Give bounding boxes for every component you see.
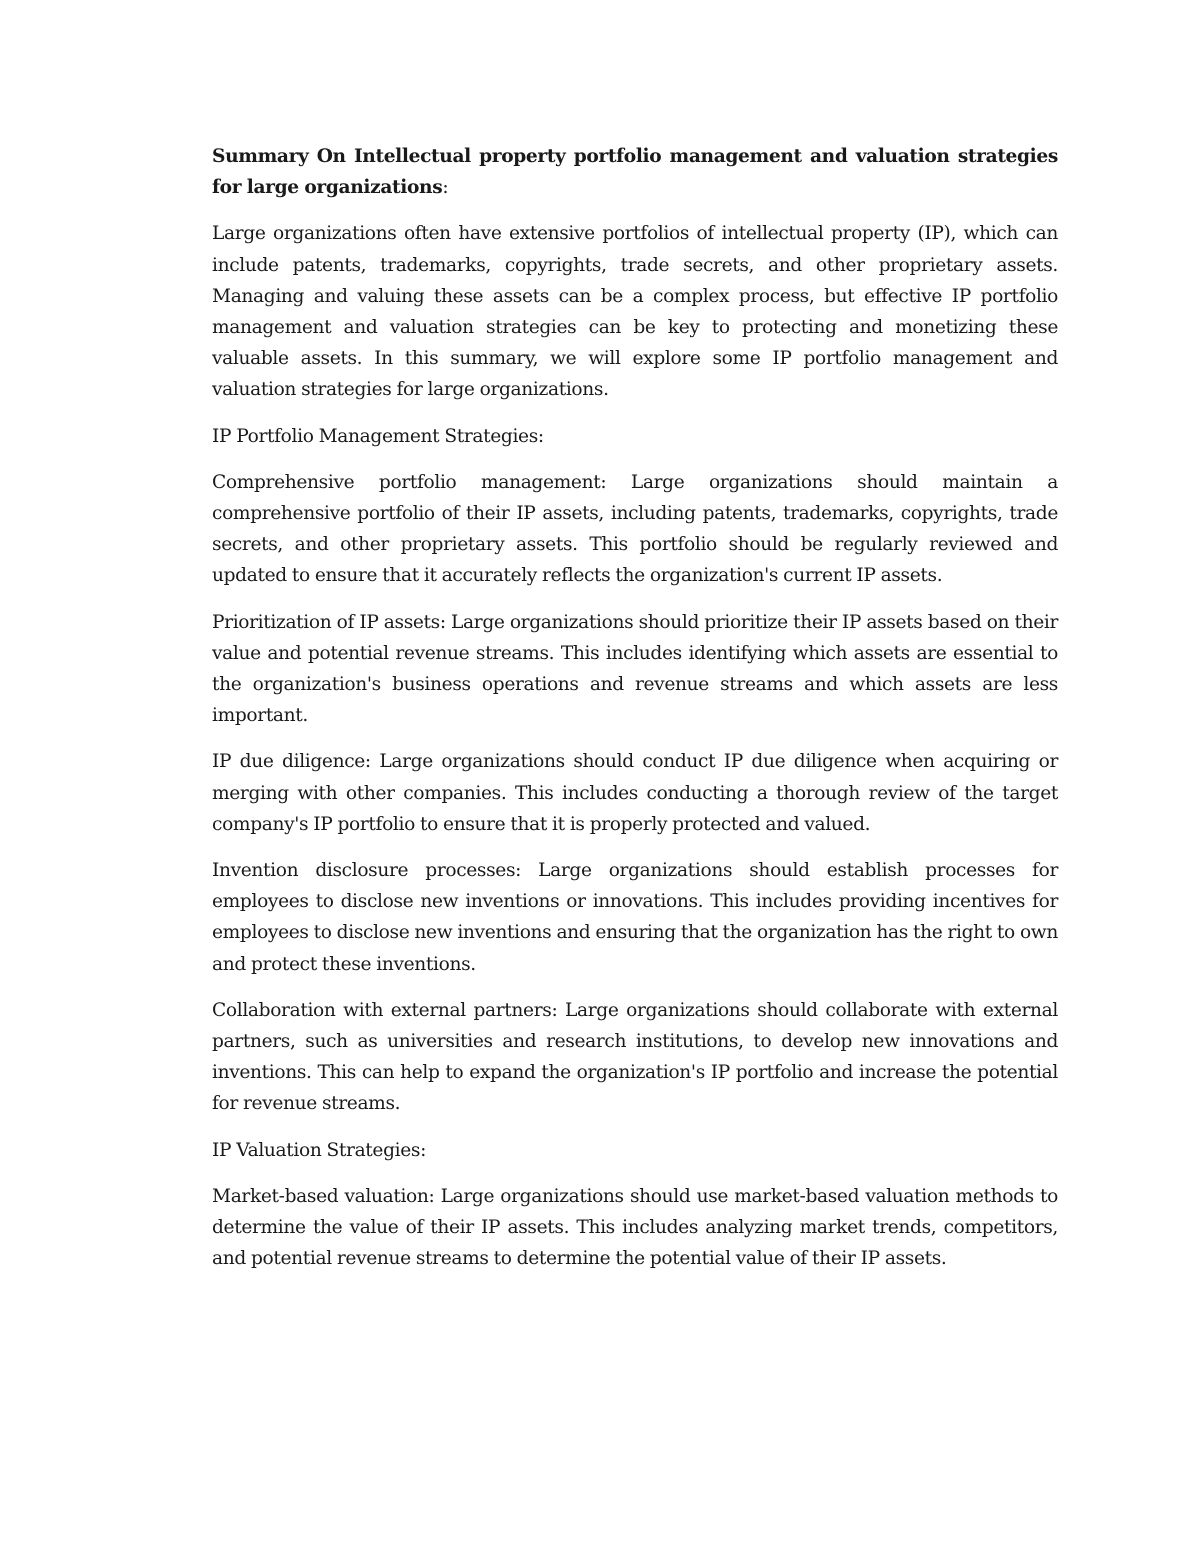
- section-heading-management: IP Portfolio Management Strategies:: [212, 425, 544, 447]
- intro-paragraph: Large organizations often have extensive portfolios of intellectual property (IP), which can include patents, trademarks, copyrights, trade secrets, and other proprietary assets. Managing and valuing these assets can be a complex process, but effective IP portfolio management and valuation strategies can be key to protecting and monetizing these valuable assets. In this summary, we will explore some IP portfolio management and valuation strategies for large organizations.: [212, 223, 1058, 401]
- section-heading-valuation: IP Valuation Strategies:: [212, 1139, 426, 1161]
- document-title-text: Summary On Intellectual property portfolio management and valuation strategies for large organizations: [212, 146, 1058, 199]
- document-title: [212, 141, 1058, 203]
- paragraph-prioritization: Prioritization of IP assets: Large organizations should prioritize their IP assets based on their value and potential revenue streams. This includes identifying which assets are essential to the organization's business operations and revenue streams and which assets are less important.: [212, 611, 1058, 727]
- paragraph-collaboration: Collaboration with external partners: Large organizations should collaborate with external partners, such as universities and research institutions, to develop new innovations and inventions. This can help to expand the organization's IP portfolio and increase the potential for revenue streams.: [212, 999, 1058, 1115]
- document-body: [212, 141, 1058, 1290]
- paragraph-comprehensive-portfolio: Comprehensive portfolio management: Large organizations should maintain a comprehensive portfolio of their IP assets, including patents, trademarks, copyrights, trade secrets, and other proprietary assets. This portfolio should be regularly reviewed and updated to ensure that it accurately reflects the organization's current IP assets.: [212, 471, 1058, 587]
- document-title-colon: :: [442, 177, 449, 199]
- paragraph-due-diligence: IP due diligence: Large organizations should conduct IP due diligence when acquiring or merging with other companies. This includes conducting a thorough review of the target company's IP portfolio to ensure that it is properly protected and valued.: [212, 751, 1058, 835]
- paragraph-market-based-valuation: Market-based valuation: Large organizations should use market-based valuation methods to determine the value of their IP assets. This includes analyzing market trends, competitors, and potential revenue streams to determine the potential value of their IP assets.: [212, 1185, 1058, 1270]
- paragraph-invention-disclosure: Invention disclosure processes: Large organizations should establish processes for employees to disclose new inventions or innovations. This includes providing incentives for employees to disclose new inventions and ensuring that the organization has the right to own and protect these inventions.: [212, 860, 1058, 975]
